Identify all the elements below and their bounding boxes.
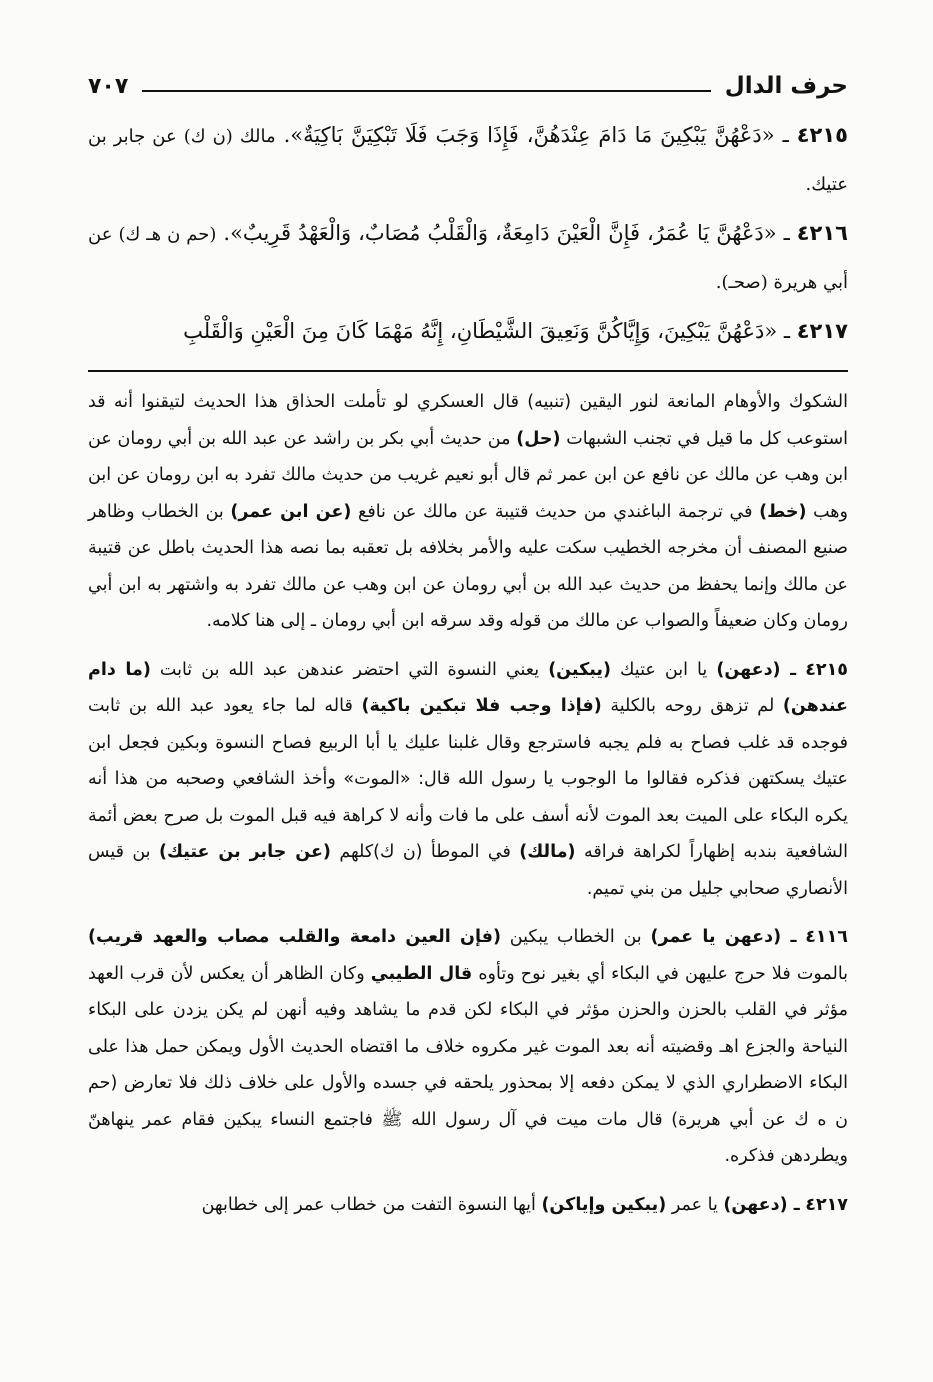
commentary-number: ٤١١٦ [805,927,848,947]
commentary-bold: (يبكين) [548,659,611,680]
commentary-text: بن الخطاب يبكين [501,927,651,947]
commentary-bold: (حل) [516,428,561,449]
commentary-bold: (فإذا وجب فلا تبكين باكية) [361,696,602,716]
commentary-text: في الموطأ (ن ك)كلهم [330,842,520,862]
commentary-text: وكان الظاهر أن يعكس لأن قرب العهد مؤثر في القلب بالحزن والحزن مؤثر في البكاء لكن قدم ما يشاهد وفيه أنهن لم يكن يزدن على البكاء النياحة والجزع اهـ وقضيته أنه بعد الموت غير مكروه خلاف ما اقتضاه الحديث الأول ويمكن حمل هذا على البكاء الاضطراري الذي لا يمكن دفعه إلا بمحذور يلحقه في جسده والأول على خلاف ذلك فلا تعارض (حم ن ه ك عن أبي هريرة) قال مات ميت في آل رسول الله ﷺ فاجتمع النساء يبكين فقام عمر ينهاهنّ ويطردهن فذكره. [88,963,848,1166]
running-head [88,60,848,104]
hadith-number: ٤٢١٥ [796,123,848,147]
commentary-bold: (خط) [759,501,807,522]
commentary-number: ٤٢١٥ [805,659,848,680]
commentary-text: بن قيس الأنصاري صحابي جليل من بني تميم. [88,842,848,899]
commentary-bold: (عن ابن عمر) [230,501,352,522]
commentary-text: يعني النسوة التي احتضر عندهن عبد الله بن ثابت [150,659,549,680]
commentary-number: ٤٢١٧ [805,1194,848,1215]
hadith-text: ـ «دَعْهُنَّ يَبْكِينَ مَا دَامَ عِنْدَهُنَّ، فَإِذَا وَجَبَ فَلَا تَبْكِيَنَّ بَاكِيَةٌ». [275,123,789,147]
hadith-4216 [88,210,848,306]
hadith-number: ٤٢١٦ [796,221,848,245]
commentary-bold: ـ (دعهن) [723,1194,800,1215]
commentary-text: أيها النسوة التفت من خطاب عمر إلى خطابهن [201,1194,542,1215]
commentary-intro [88,384,848,640]
commentary-4216 [88,919,848,1175]
commentary [88,384,848,1223]
commentary-4217 [88,1187,848,1224]
commentary-text: من حديث أبي بكر بن راشد عن عبد الله بن أبي رومان عن ابن وهب عن مالك عن نافع عن ابن عمر ثم قال أبو نعيم غريب من حديث مالك تفرد به ابن رومان عن ابن وهب [88,428,848,522]
hadith-source: مالك (ن ك) عن جابر بن عتيك. [88,126,848,195]
commentary-bold: ـ (دعهن) [716,659,797,680]
commentary-text: في ترجمة الباغندي من حديث قتيبة عن مالك عن نافع [351,501,760,522]
commentary-bold: (فإن العين دامعة والقلب مصاب والعهد قريب) [88,927,501,947]
hadith-4217 [88,308,848,354]
commentary-text: قاله لما جاء يعود عبد الله بن ثابت فوجده قد غلب فصاح به فلم يجبه فاسترجع وقال غلبنا عليك يا أبا الربيع فصاح النسوة وبكين فجعل ابن عتيك يسكتهن فذكره فقالوا ما الوجوب يا رسول الله قال: «الموت» وأخذ الشافعي وصحبه من هذا أنه يكره البكاء على الميت بعد الموت لأنه أسف على ما فات وأنه لا كراهة فيه قبل الموت بل صرح بعض أئمة الشافعية بندبه إظهاراً لكراهة فراقه [88,696,848,862]
hadith-text: ـ «دَعْهُنَّ يَبْكِينَ، وَإِيَّاكُنَّ وَنَعِيقَ الشَّيْطَانِ، إِنَّهُ مَهْمَا كَانَ مِنَ الْعَيْنِ وَالْقَلْبِ [183,319,791,343]
commentary-text: بالموت فلا حرج عليهن في البكاء أي بغير نوح وتأوه [472,963,849,984]
header-rule [142,90,710,92]
footnote-divider [88,370,848,372]
hadith-source: (حم ن هـ ك) عن أبي هريرة (صحـ). [88,224,848,293]
hadith-section [88,112,848,354]
commentary-text: يا عمر [666,1194,724,1215]
commentary-text: لم تزهق روحه بالكلية [601,696,783,716]
commentary-text: بن الخطاب وظاهر صنيع المصنف أن مخرجه الخطيب سكت عليه والأمر بخلافه بل تعقبه بما نصه هذا الحديث باطل عن قتيبة عن مالك وإنما يحفظ من حديث عبد الله بن أبي رومان عن ابن وهب عن مالك تفرد به واشتهر به ابن أبي رومان وكان ضعيفاً والصواب عن مالك من قوله وقد سرقه ابن أبي رومان ـ إلى هنا كلامه. [88,501,848,631]
commentary-bold: (ما دام عندهن) [88,659,849,716]
commentary-bold: (يبكين وإياكن) [541,1194,667,1215]
commentary-bold: (مالك) [519,842,576,862]
commentary-bold: قال الطيبي [370,963,473,984]
chapter-title: حرف الدال [724,73,848,99]
page-number: ٧٠٧ [88,74,129,99]
commentary-text: يا ابن عتيك [610,659,717,680]
page [88,60,848,1360]
hadith-text: ـ «دَعْهُنَّ يَا عُمَرُ، فَإِنَّ الْعَيْنَ دَامِعَةٌ، وَالْقَلْبُ مُصَابٌ، وَالْعَهْدُ قَرِيبٌ». [216,221,790,245]
hadith-4215 [88,112,848,208]
commentary-4215 [88,652,848,908]
commentary-bold: (عن جابر بن عتيك) [158,842,331,862]
hadith-number: ٤٢١٧ [796,319,848,343]
commentary-text: الشكوك والأوهام المانعة لنور اليقين (تنبيه) قال العسكري لو تأملت الحذاق هذا الحديث لتيقنوا أنه قد استوعب كل ما قيل في تجنب الشبهات [88,392,848,449]
commentary-bold: ـ (دعهن يا عمر) [650,927,797,947]
